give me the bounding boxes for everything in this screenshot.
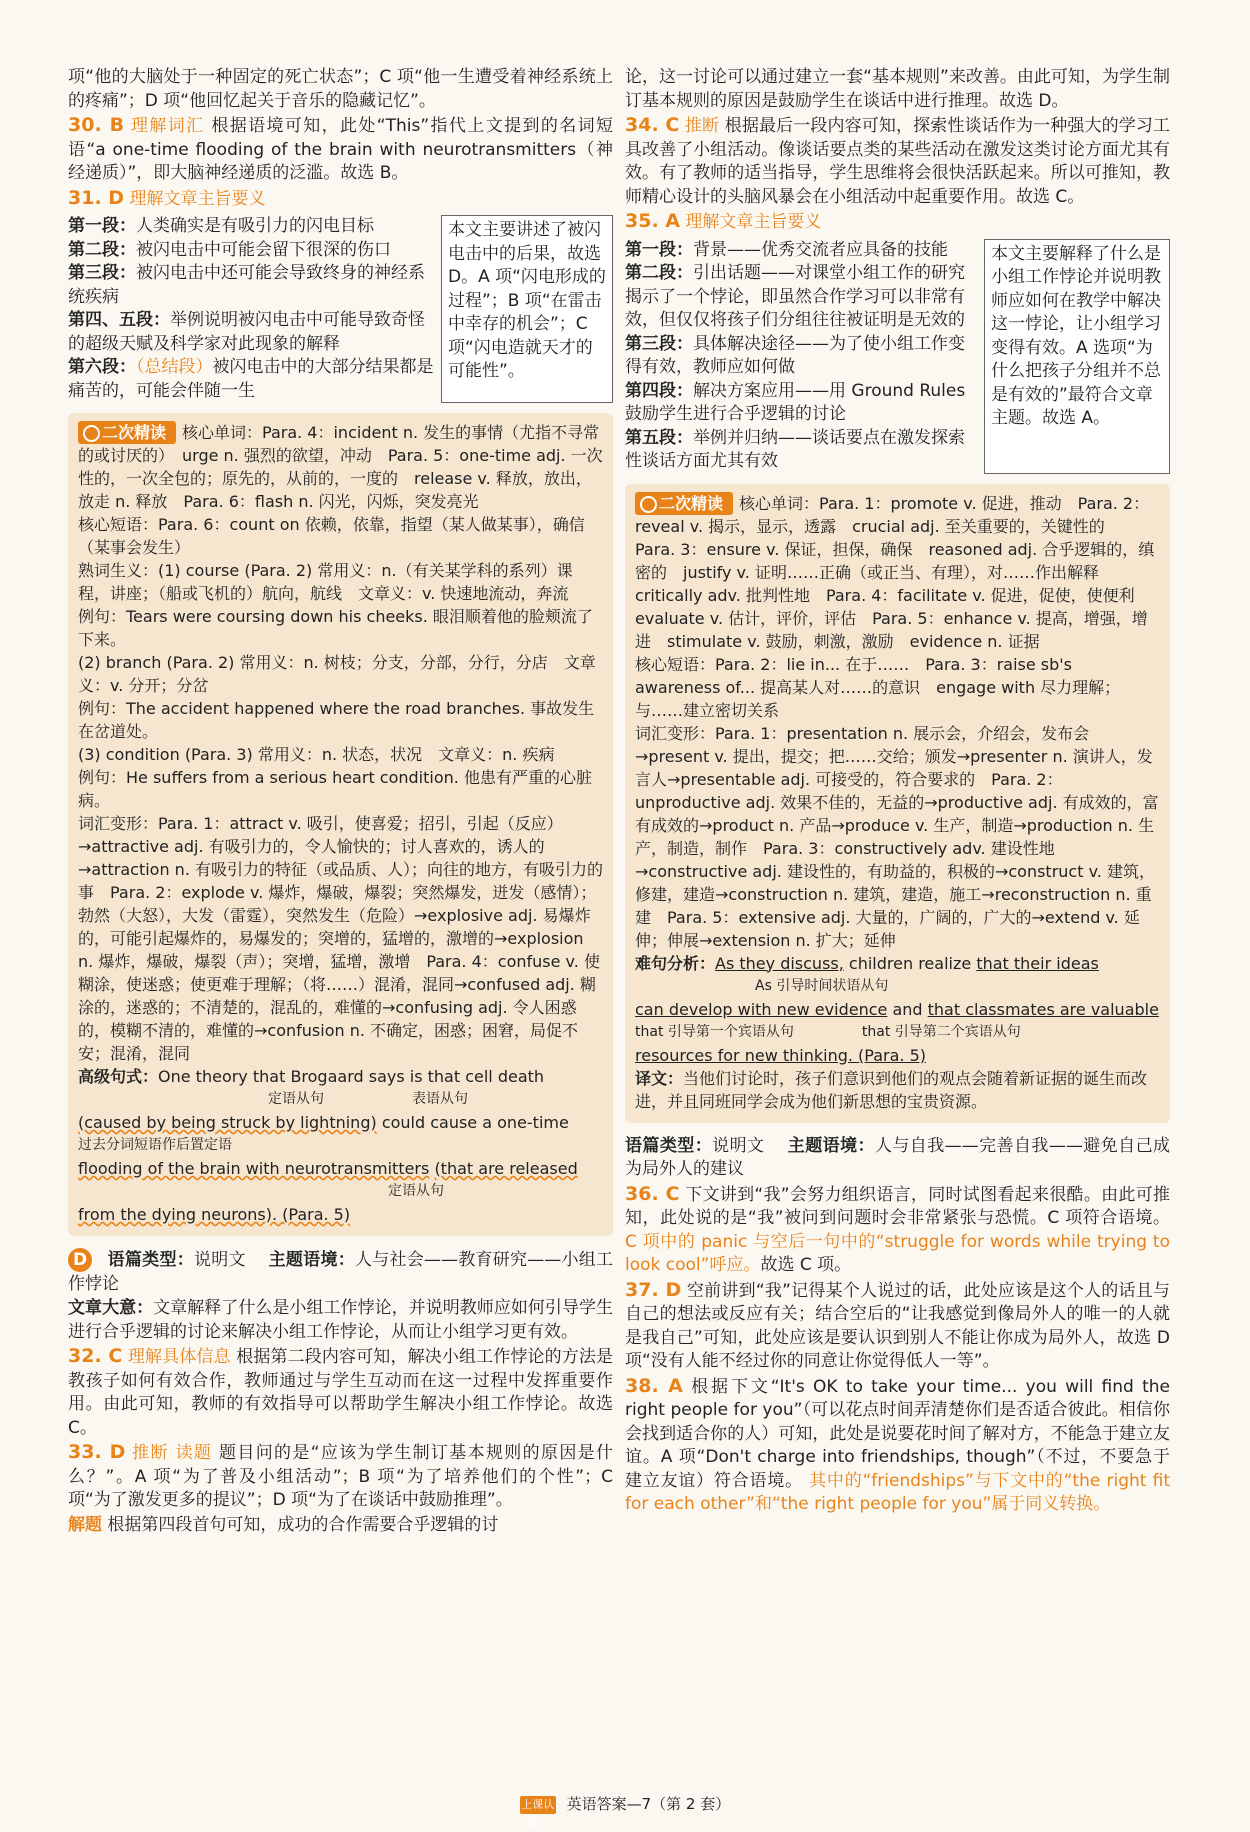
section-d-header: D 语篇类型：说明文 主题语境：人与社会——教育研究——小组工作悖论: [68, 1250, 614, 1294]
footer-text: 英语答案—7（第 2 套）: [566, 1795, 731, 1813]
q35-block: 35. A 理解文章主旨要义: [625, 210, 822, 232]
q33-block: 33. D 推断 读题 题目问的是“应该为学生制订基本规则的原因是什么？”。A 项“为了普及小组活动”；B 项“为了培养他们的个性”；C 项“为了激发更多的提议”；D 项“为了在谈话中鼓励推理”。: [68, 1441, 614, 1510]
left-column: [68, 66, 613, 1538]
intro-text: 项“他的大脑处于一种固定的死亡状态”；C 项“他一生遭受着神经系统上的疼痛”；D 项“他回忆起关于音乐的隐藏记忆”。: [68, 67, 613, 111]
q38-block: 38. A 根据下文“It's OK to take your time... you will find the right people for you”（可以花点时间弄清楚你们是否适合彼此。相信你会找到适合你的人）可知，此处是说要花时间了解对方，不能急于建立友谊。A 项“Don't charge into friendships, though”（不过，不要急于建立友谊）符合语境。 其中的“friendships”与下文中的“the right fit for each other”和“the right people for you”属于同义转换。: [625, 1374, 1171, 1514]
section-e-header: 语篇类型：说明文 主题语境：人与自我——完善自我——避免自己成为局外人的建议: [625, 1135, 1171, 1179]
outline-item: 第四段：解决方案应用——用 Ground Rules 鼓励学生进行合乎逻辑的讨论: [625, 380, 966, 424]
q30-text: 根据语境可知，此处“This”指代上文提到的名词短语“a one-time flooding of the brain with neurotransmitters（神经递质）”，即大脑神经递质的泛滥。故选 B。: [68, 116, 614, 183]
outline-item: 第二段：被闪电击中可能会留下很深的伤口: [68, 239, 391, 260]
outline-item: 第六段：（总结段）被闪电击中的大部分结果都是痛苦的，可能会伴随一生: [68, 357, 434, 401]
q35-outline: [625, 239, 1170, 474]
outline-item: 第四、五段：举例说明被闪电击中可能导致奇怪的超级天赋及科学家对此现象的解释: [68, 310, 425, 354]
q37-block: 37. D 空前讲到“我”记得某个人说过的话，此处应该是这个人的话且与自己的想法或反应有关；结合空后的“让我感觉到像局外人的唯一的人就是我自己”可知，此处应该是要认识到别人不能让你成为局外人，故选 D 项“没有人能不经过你的同意让你觉得低人一等”。: [625, 1278, 1170, 1371]
card1-line: 核心短语：Para. 6：count on 依赖，依靠，指望（某人做某事），确信（某事会发生）: [78, 515, 585, 557]
summary-tag: （总结段）: [136, 357, 213, 377]
q31-number: 31. D: [68, 186, 125, 209]
section-d-letter: D: [68, 1248, 92, 1272]
q35-summary-box: 本文主要解释了什么是小组工作悖论并说明教师应如何在教学中解决这一悖论，让小组学习变得有效。A 选项“为什么把孩子分组并不总是有效的”最符合文章主题。故选 A。: [984, 239, 1170, 474]
jieti-block: 解题 根据第四段首句可知，成功的合作需要合乎逻辑的讨: [68, 1514, 499, 1535]
q32-block: 32. C 理解具体信息 根据第二段内容可知，解决小组工作悖论的方法是教孩子如何有效合作，教师通过与学生互动而在这一过程中发挥重要作用。由此可知，教师的有效指导可以帮助学生解决小组工作悖论。故选 C。: [68, 1345, 614, 1438]
q31-summary-box: 本文主要讲述了被闪电击中的后果，故选 D。A 项“闪电形成的过程”；B 项“在雷击中幸存的机会”；C 项“闪电造就天才的可能性”。: [441, 215, 613, 403]
card1-line: 例句：The accident happened where the road branches. 事故发生在岔道处。: [78, 699, 595, 741]
card1-line: (2) branch (Para. 2) 常用义：n. 树枝；分支，分部，分行，分店 文章义：v. 分开；分岔: [78, 653, 596, 695]
advanced-sentence: 高级句式：One theory that Brogaard says is that cell death 定语从句 表语从句 (caused by being struck by lightning) could cause a one-time 过去分词短语作后置定语 flooding of the brain with neurotransmitters (that are released 定语从句 from the dying neurons). (Para. 5): [78, 1067, 578, 1224]
intensive-reading-card-2: 二次精读 核心单词：Para. 1：promote v. 促进，推动 Para. 2：reveal v. 揭示，显示，透露 crucial adj. 至关重要的，关键性的 Para. 3：ensure v. 保证，担保，确保 reasoned adj. 合乎逻辑的，缜密的 justify v. 证明……正确（或正当、有理），对……作出解释 critically adv. 批判性地 Para. 4：facilitate v. 促进，促使，使便利 evaluate v. 估计，评价，评估 Para. 5：enhance v. 提高，增强，增进 stimulate v. 鼓励，刺激，激励 evidence n. 证据 核心短语：Para. 2：lie in... 在于…… Para. 3：raise sb's awareness of... 提高某人对……的意识 engage with 尽力理解；与……建立密切关系 词汇变形：Para. 1：presentation n. 展示会，介绍会，发布会→present v. 提出，提交；把……交给；颁发→presenter n. 演讲人，发言人→presentable adj. 可接受的，符合要求的 Para. 2：unproductive adj. 效果不佳的，无益的→productive adj. 有成效的，富有成效的→product n. 产品→produce v. 生产，制造→production n. 生产，制造，制作 Para. 3：constructively adv. 建设性地→constructive adj. 建设性的，有助益的，积极的→construct v. 建筑，修建，建造→construction n. 建筑，建造，施工→reconstruction n. 重建 Para. 5：extensive adj. 大量的，广阔的，广大的→extend v. 延伸；伸展→extension n. 扩大；延伸 难句分析：As they discuss, children realize that their ideas As 引导时间状语从句 can develop with new evidence and that classmates are valuable that 引导第一个宾语从句 that 引导第二个宾语从句 resources for new thinking. (Para. 5) 译文：当他们讨论时，孩子们意识到他们的观点会随着新证据的诞生而改进，并且同班同学会成为他们新思想的宝贵资源。: [625, 484, 1170, 1123]
brand-logo: 上课认真听: [521, 1797, 555, 1829]
card1-line: 熟词生义：(1) course (Para. 2) 常用义：n.（有关某学科的系列）课程，讲座；（船或飞机的）航向，航线 文章义：v. 快速地流动，奔流: [78, 561, 573, 603]
cont-text: 论，这一讨论可以通过建立一套“基本规则”来改善。由此可知，为学生制订基本规则的原因是鼓励学生在谈话中进行推理。故选 D。: [625, 67, 1170, 111]
q31-tag: 理解文章主旨要义: [129, 188, 266, 209]
outline-item: 第五段：举例并归纳——谈话要点在激发探索性谈话方面尤其有效: [625, 427, 965, 471]
card1-line: (3) condition (Para. 3) 常用义：n. 状态，状况 文章义：n. 疾病: [78, 745, 555, 764]
q31-outline-list: [68, 215, 435, 403]
section-d-main-idea: 文章大意：文章解释了什么是小组工作悖论，并说明教师应如何引导学生进行合乎逻辑的讨论来解决小组工作悖论，从而让小组学习更有效。: [68, 1298, 614, 1342]
card1-line: 词汇变形：Para. 1：attract v. 吸引，使喜爱；招引，引起（反应）→attractive adj. 有吸引力的，令人愉快的；讨人喜欢的，诱人的→attraction n. 有吸引力的特征（或品质、人）；向往的地方，有吸引力的事 Para. 2：explode v. 爆炸，爆破，爆裂；突然爆发，迸发（感情）；勃然（大怒），大发（雷霆），突然发生（危险）→explosive adj. 易爆炸的，可能引起爆炸的，易爆发的；突增的，猛增的，激增的→explosion n. 爆炸，爆破，爆裂（声）；突增，猛增，激增 Para. 4：confuse v. 使糊涂，使迷惑；使更难于理解；（将……）混淆，混同→confused adj. 糊涂的，迷惑的；不清楚的，混乱的，难懂的→confusing adj. 令人困惑的，模糊不清的，难懂的→confusion n. 不确定，困惑；困窘，局促不安；混淆，混同: [78, 814, 603, 1063]
card1-line: 二次精读 核心单词：Para. 4：incident n. 发生的事情（尤指不寻常的或讨厌的） urge n. 强烈的欲望，冲动 Para. 5：one-time adj. 一次性的，一次全包的；原先的，从前的，一度的 release v. 释放，放出，放走 n. 释放 Para. 6：flash n. 闪光，闪烁，突发亮光: [78, 423, 603, 511]
outline-item: 第一段：人类确实是有吸引力的闪电目标: [68, 216, 374, 236]
card1-line: 例句：He suffers from a serious heart condition. 他患有严重的心脏病。: [78, 768, 592, 810]
difficult-sentence: 难句分析：As they discuss, children realize that their ideas As 引导时间状语从句 can develop with new evidence and that classmates are valuable that 引导第一个宾语从句 that 引导第二个宾语从句 resources for new thinking. (Para. 5) 译文：当他们讨论时，孩子们意识到他们的观点会随着新证据的诞生而改进，并且同班同学会成为他们新思想的宝贵资源。: [635, 953, 1159, 1111]
outline-item: 第三段：具体解决途径——为了使小组工作变得有效，教师应如何做: [625, 333, 965, 377]
card1-tag: 二次精读: [78, 421, 176, 444]
outline-item: 第二段：引出话题——对课堂小组工作的研究揭示了一个悖论，即虽然合作学习可以非常有效，但仅仅将孩子们分组往往被证明是无效的: [625, 263, 965, 330]
intensive-reading-card-1: [68, 413, 613, 1236]
page-footer: [0, 1793, 1250, 1829]
q30-block: [68, 114, 613, 186]
card1-line: 例句：Tears were coursing down his cheeks. 眼泪顺着他的脸颊流了下来。: [78, 607, 593, 649]
q36-block: 36. C 下文讲到“我”会努力组织语言，同时试图看起来很酷。由此可推知，此处说的是“我”被问到问题时会非常紧张与恐慌。C 项符合语境。 C 项中的 panic 与空后一句中的“struggle for words while trying to look cool”呼应。故选 C 项。: [625, 1182, 1170, 1275]
q31-outline: [68, 215, 613, 403]
q31-block: [68, 187, 613, 212]
outline-item: 第三段：被闪电击中还可能会导致终身的神经系统疾病: [68, 263, 425, 307]
q34-block: 34. C 推断 根据最后一段内容可知，探索性谈话作为一种强大的学习工具改善了小组活动。像谈话要点类的某些活动在激发这类讨论方面尤其有效。有了教师的适当指导，学生思维将会很快活跃起来。所以可推知，教师精心设计的头脑风暴会在小组活动中起重要作用。故选 C。: [625, 114, 1171, 207]
q30-tag: 理解词汇: [130, 116, 205, 136]
q30-number: 30. B: [68, 114, 125, 136]
right-column: [625, 66, 1170, 1518]
outline-item: 第一段：背景——优秀交流者应具备的技能: [625, 239, 948, 260]
